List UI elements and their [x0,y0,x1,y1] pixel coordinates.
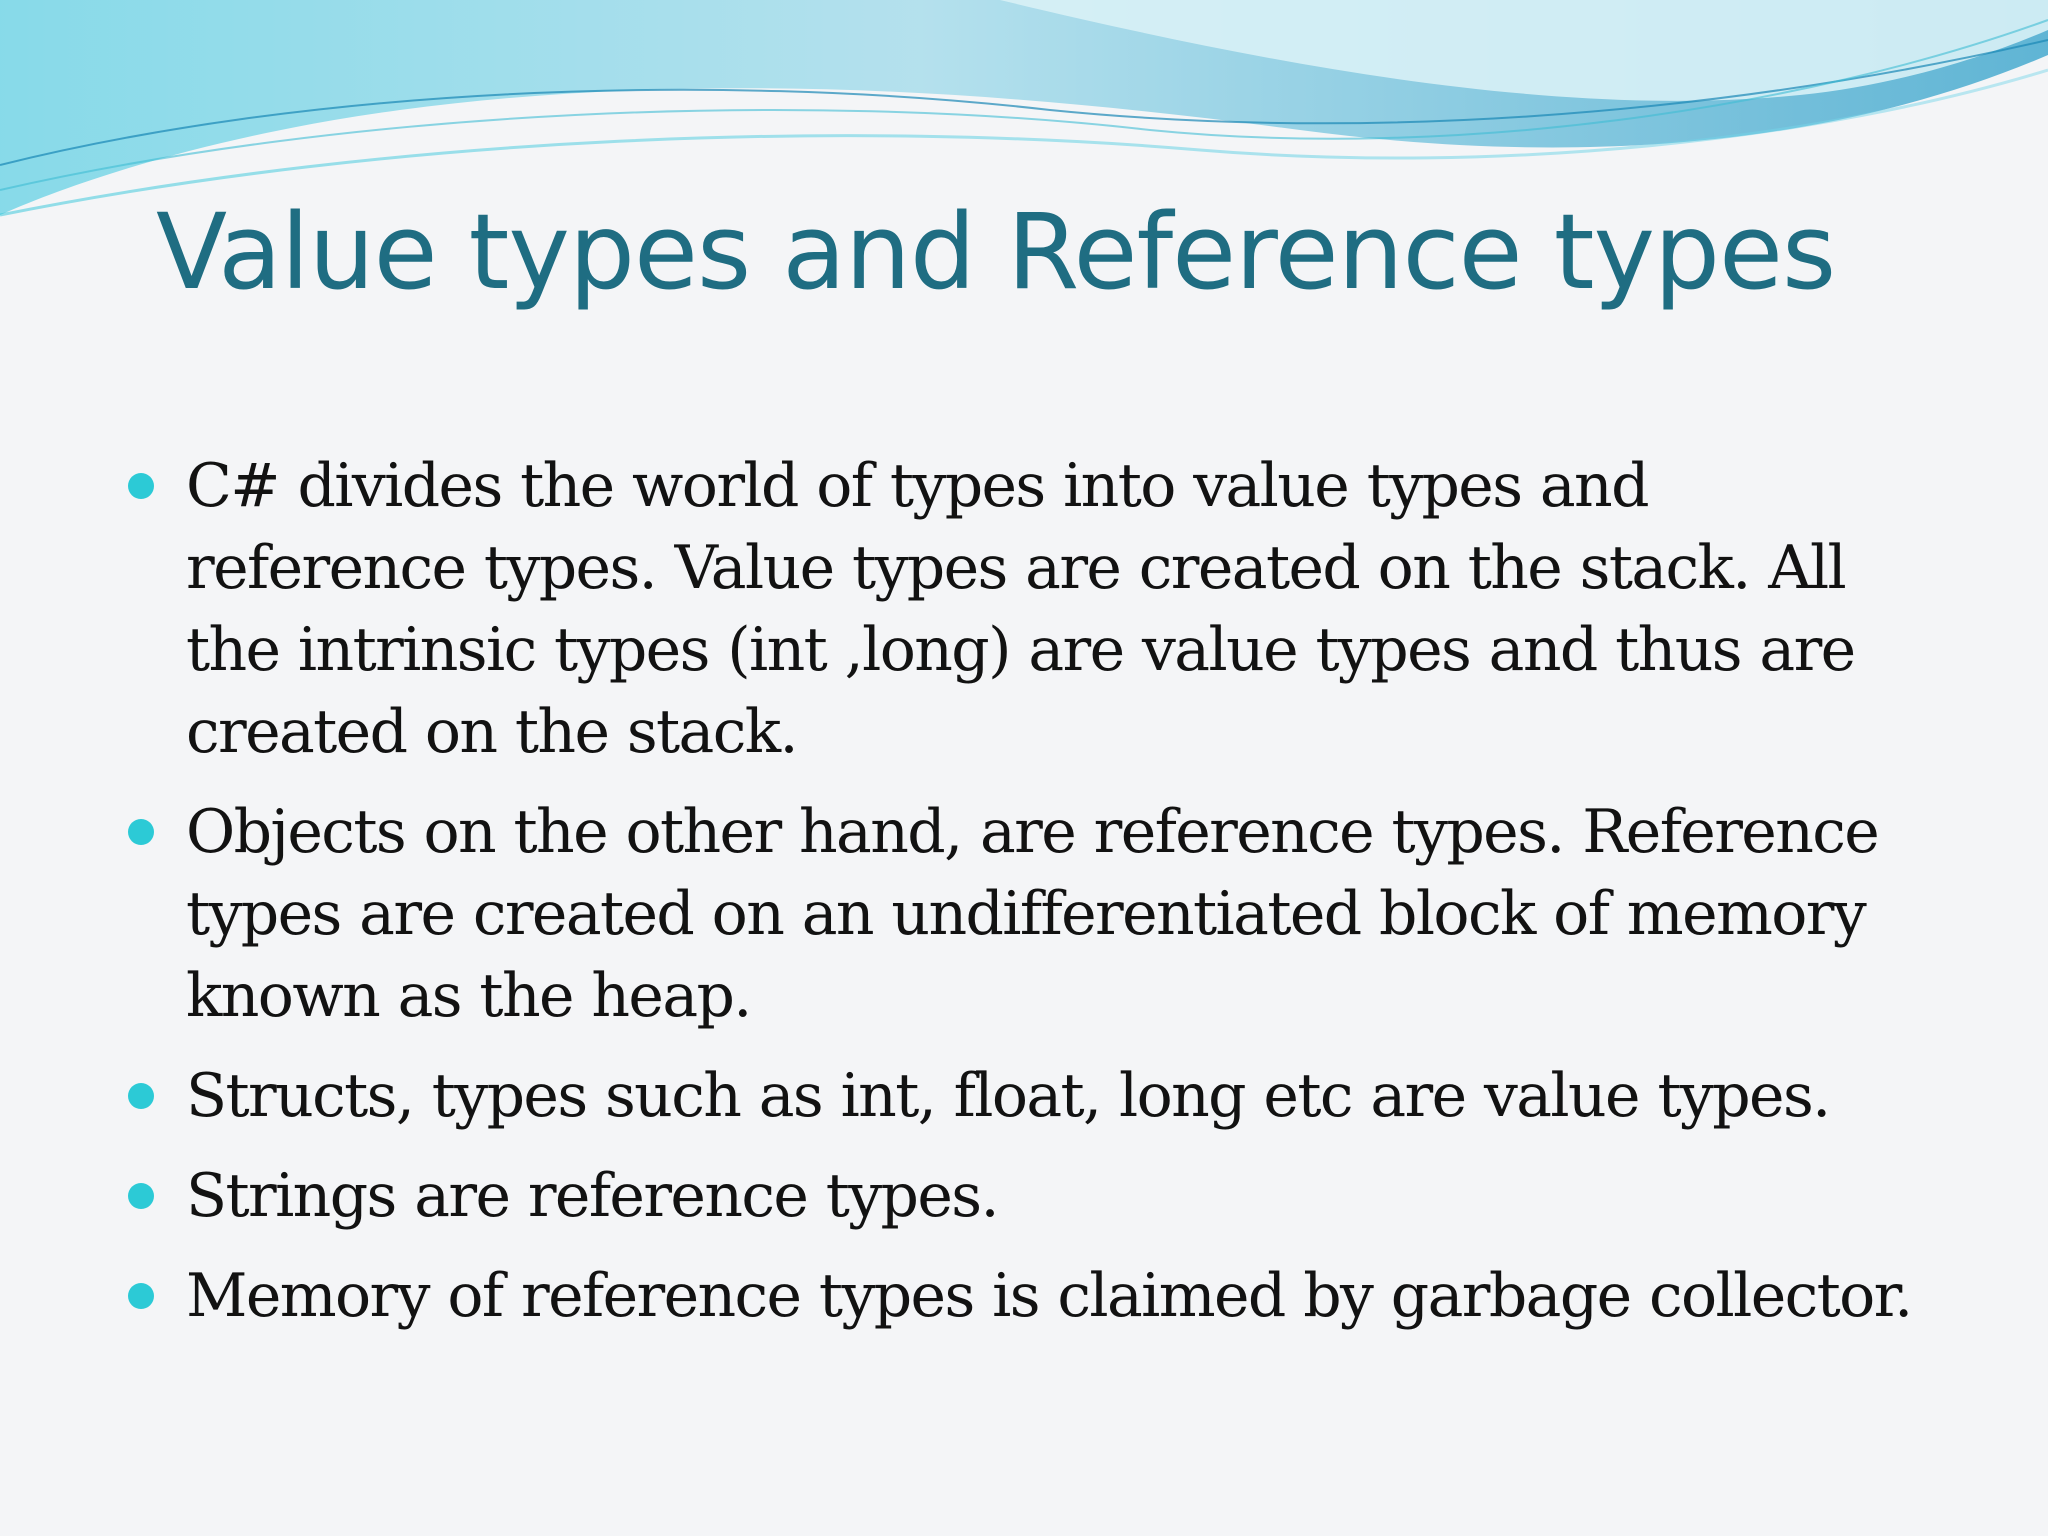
bullet-icon [128,819,154,845]
bullet-item-objects-reference [128,791,1928,1037]
bullet-text: Structs, types such as int, float, long etc are value types. [186,1061,1830,1131]
bullet-item-value-reference-types [128,445,1928,773]
bullet-item-strings-reference [128,1155,1928,1237]
bullet-text: C# divides the world of types into value types and reference types. Value types are created on the stack. All the intrinsic types (int ,long) are value types and thus are created on the stack. [186,451,1855,767]
bullet-list [128,445,1928,1355]
bullet-text: Objects on the other hand, are reference types. Reference types are created on an undifferentiated block of memory known as the heap. [186,797,1879,1031]
bullet-item-garbage-collector [128,1255,1928,1337]
slide-title: Value types and Reference types [156,191,1836,313]
bullet-icon [128,473,154,499]
bullet-item-structs-value [128,1055,1928,1137]
bullet-icon [128,1183,154,1209]
bullet-icon [128,1083,154,1109]
bullet-icon [128,1283,154,1309]
bullet-text: Strings are reference types. [186,1161,998,1231]
bullet-text: Memory of reference types is claimed by garbage collector. [186,1261,1912,1331]
